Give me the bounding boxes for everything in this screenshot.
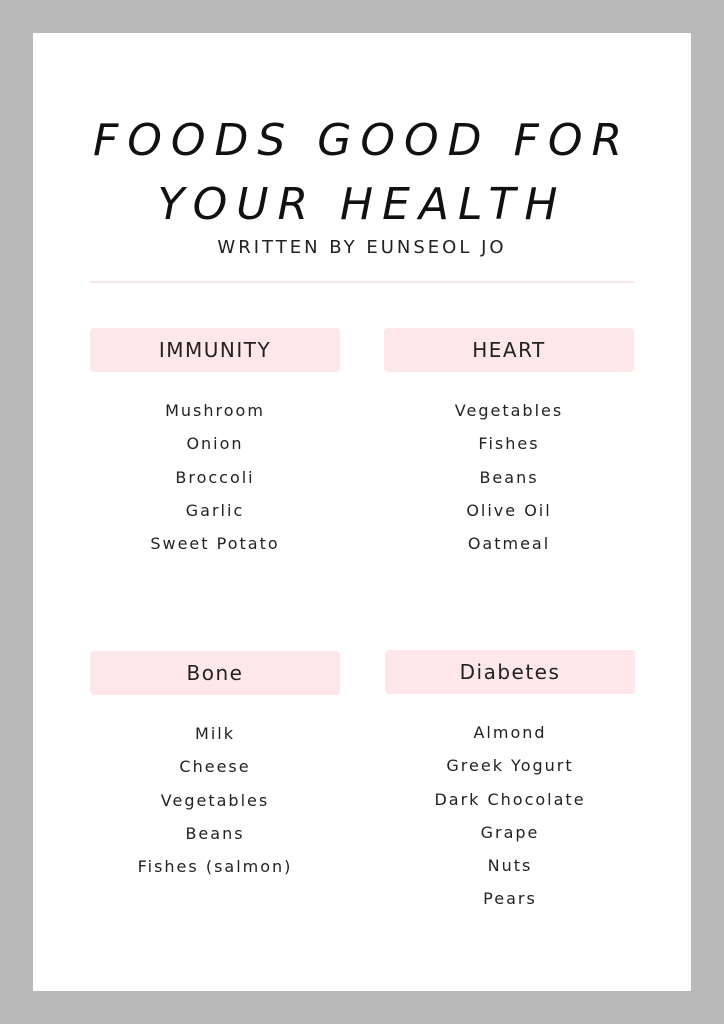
list-item: Fishes xyxy=(478,434,540,454)
section-heading: Bone xyxy=(90,651,340,695)
section-heart xyxy=(384,328,634,560)
list-item: Pears xyxy=(483,889,537,909)
title-line-1: FOODS GOOD FOR xyxy=(92,115,632,166)
divider xyxy=(90,281,634,283)
food-list xyxy=(385,716,635,916)
list-item: Onion xyxy=(186,434,244,454)
list-item: Almond xyxy=(473,723,547,742)
list-item: Fishes (salmon) xyxy=(137,857,293,877)
list-item: Olive Oil xyxy=(466,500,552,520)
list-item: Sweet Potato xyxy=(150,534,280,554)
list-item: Oatmeal xyxy=(467,534,551,554)
list-item: Milk xyxy=(195,724,235,743)
section-heading: HEART xyxy=(384,328,634,372)
section-heading: Diabetes xyxy=(385,650,635,694)
page-title xyxy=(33,109,691,237)
title-line-2: YOUR HEALTH xyxy=(157,179,567,230)
list-item: Grape xyxy=(480,822,540,842)
section-bone xyxy=(90,651,340,883)
document-page xyxy=(33,33,691,991)
food-list xyxy=(90,394,340,560)
author-byline: WRITTEN BY EUNSEOL JO xyxy=(217,237,507,258)
list-item: Vegetables xyxy=(454,401,564,420)
list-item: Vegetables xyxy=(160,790,270,810)
food-list xyxy=(384,394,634,560)
list-item: Nuts xyxy=(487,856,533,876)
list-item: Cheese xyxy=(179,757,251,777)
list-item: Dark Chocolate xyxy=(434,789,586,809)
list-item: Beans xyxy=(479,467,539,487)
section-heading: IMMUNITY xyxy=(90,328,340,372)
list-item: Broccoli xyxy=(175,467,255,487)
section-diabetes xyxy=(385,650,635,916)
list-item: Beans xyxy=(185,823,245,843)
list-item: Greek Yogurt xyxy=(446,756,574,776)
food-list xyxy=(90,717,340,883)
section-immunity xyxy=(90,328,340,560)
list-item: Garlic xyxy=(185,500,245,520)
list-item: Mushroom xyxy=(165,401,265,420)
